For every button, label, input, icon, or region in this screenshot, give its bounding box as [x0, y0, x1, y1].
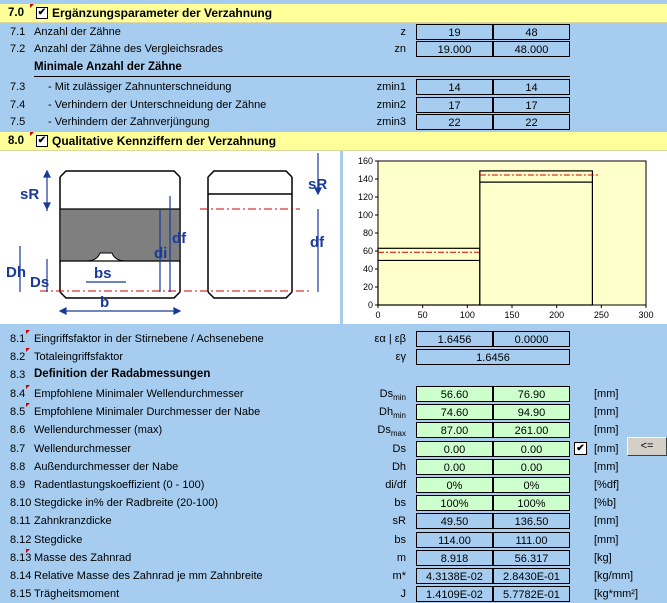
row-symbol: zn: [394, 43, 406, 55]
row-number: 7.2: [10, 43, 26, 55]
value-cell-1[interactable]: 49.50: [416, 513, 493, 529]
row-number: 7.5: [10, 116, 26, 128]
table-row: [0, 421, 667, 439]
table-row: [0, 385, 667, 403]
table-row: [0, 330, 667, 348]
table-row: [0, 40, 667, 58]
value-cell-1[interactable]: 1.4109E-02: [416, 586, 493, 602]
y-tick-label: 20: [362, 282, 373, 292]
copy-button[interactable]: <=: [627, 437, 667, 456]
value-cell-2[interactable]: 0.0000: [493, 331, 570, 347]
row-symbol: zmin1: [376, 81, 406, 93]
value-cell-1[interactable]: 87.00: [416, 422, 493, 438]
value-cell-1[interactable]: 19: [416, 24, 493, 40]
x-tick-label: 100: [459, 310, 475, 320]
gear-diagram: [0, 151, 340, 324]
value-cell-1[interactable]: 4.3138E-02: [416, 568, 493, 584]
subheading-dimensions: Definition der Radabmessungen: [34, 368, 211, 380]
section-7-header: [0, 4, 667, 23]
row-label: Empfohlene Minimaler Wellendurchmesser: [34, 388, 244, 400]
value-cell-1[interactable]: 0.00: [416, 441, 493, 457]
row-number: 7.1: [10, 26, 26, 38]
row-symbol: Dh: [391, 461, 406, 473]
value-cell-1[interactable]: 56.60: [416, 386, 493, 402]
value-cell-1[interactable]: 19.000: [416, 41, 493, 57]
x-tick-label: 50: [417, 310, 428, 320]
row-label: Masse des Zahnrad: [34, 552, 132, 564]
table-row: [0, 96, 667, 114]
row-symbol: $Ds_{max}$: [377, 424, 406, 439]
row-unit: [mm]: [594, 515, 619, 527]
row-symbol: m: [396, 552, 406, 564]
label-b: b: [100, 294, 110, 311]
row-label: Relative Masse des Zahnrad je mm Zahnbreite: [34, 570, 263, 582]
divider: [34, 76, 570, 77]
row-label: Eingriffsfaktor in der Stirnebene / Achsenebene: [34, 333, 264, 345]
row-label: Radentlastungskoeffizient (0 - 100): [34, 479, 205, 491]
row-symbol: bs: [394, 497, 406, 509]
comment-marker-icon: [26, 403, 30, 407]
row-label: Wellendurchmesser (max): [34, 424, 163, 436]
row-symbol: εγ: [395, 351, 406, 363]
row-label: Anzahl der Zähne: [34, 26, 121, 38]
value-cell-1[interactable]: 114.00: [416, 532, 493, 548]
value-cell-1[interactable]: 17: [416, 97, 493, 113]
row-symbol: sR: [392, 515, 406, 527]
label-Dh: Dh: [6, 264, 26, 281]
x-tick-label: 150: [504, 310, 520, 320]
row-number: 8.1: [10, 333, 26, 345]
value-cell-2[interactable]: 100%: [493, 495, 570, 511]
row-unit: [mm]: [594, 534, 619, 546]
row-number: 8.3: [10, 369, 26, 381]
section-8-header: [0, 132, 667, 151]
table-row: [0, 531, 667, 549]
row-symbol: εα | εβ: [374, 333, 406, 345]
value-cell-2[interactable]: 136.50: [493, 513, 570, 529]
comment-marker-icon: [26, 385, 30, 389]
row-number: 7.3: [10, 81, 26, 93]
comment-marker-icon: [26, 348, 30, 352]
value-cell-1[interactable]: 100%: [416, 495, 493, 511]
section-number: 8.0: [8, 135, 24, 147]
y-tick-label: 60: [362, 246, 373, 256]
row-number: 8.12: [10, 534, 32, 546]
bar-outer-1: [480, 171, 593, 305]
row-number: 8.11: [10, 515, 31, 527]
row-number: 7.4: [10, 99, 26, 111]
row-number: 8.14: [10, 570, 32, 582]
gear-diagram-panel: [0, 151, 340, 324]
row-number: 8.9: [10, 479, 26, 491]
y-tick-label: 120: [357, 192, 373, 202]
label-df: df: [172, 230, 187, 247]
row-label: Anzahl der Zähne des Vergleichsrades: [34, 43, 223, 55]
value-cell-2[interactable]: 48.000: [493, 41, 570, 57]
value-cell-1[interactable]: 0%: [416, 477, 493, 493]
value-cell-2[interactable]: 94.90: [493, 404, 570, 420]
row-number: 8.7: [10, 443, 26, 455]
table-row: [0, 567, 667, 585]
row-symbol: m*: [392, 570, 406, 582]
bar-outer-0: [378, 248, 480, 305]
table-row: [0, 458, 667, 476]
x-tick-label: 250: [593, 310, 609, 320]
value-cell-2[interactable]: 5.7782E-01: [493, 586, 570, 602]
y-tick-label: 40: [362, 264, 373, 274]
row-number: 8.4: [10, 388, 26, 400]
row-symbol: zmin3: [376, 116, 406, 128]
label-bs: bs: [94, 265, 112, 282]
row-number: 8.8: [10, 461, 26, 473]
value-cell-1[interactable]: 8.918: [416, 550, 493, 566]
row-label: - Mit zulässiger Zahnunterschneidung: [48, 81, 232, 93]
row-number: 8.6: [10, 424, 26, 436]
row-symbol: J: [400, 588, 406, 600]
table-row: [0, 494, 667, 512]
table-row: [0, 348, 667, 366]
x-tick-label: 200: [549, 310, 565, 320]
rim-chart: [343, 151, 667, 324]
y-tick-label: 0: [367, 300, 373, 310]
comment-marker-icon: [30, 4, 34, 8]
value-cell-total[interactable]: 1.6456: [416, 349, 570, 365]
value-cell-2[interactable]: 0.00: [493, 459, 570, 475]
label-df-right: df: [310, 234, 325, 251]
row-number: 8.5: [10, 406, 26, 418]
row-label: Trägheitsmoment: [34, 588, 120, 600]
row-symbol: Ds: [392, 443, 406, 455]
value-cell-1[interactable]: 1.6456: [416, 331, 493, 347]
row-number: 8.15: [10, 588, 32, 600]
comment-marker-icon: [30, 132, 34, 136]
row-symbol: $Dh_{min}$: [379, 406, 406, 421]
value-cell-2[interactable]: 17: [493, 97, 570, 113]
row-symbol: bs: [394, 534, 406, 546]
row-label: Zahnkranzdicke: [34, 515, 112, 527]
chart-panel: [343, 151, 667, 324]
row-unit: [mm]: [594, 424, 619, 436]
value-cell-2[interactable]: 0.00: [493, 441, 570, 457]
x-tick-label: 300: [638, 310, 654, 320]
y-tick-label: 80: [362, 228, 373, 238]
section-title: Qualitative Kennziffern der Verzahnung: [52, 134, 277, 148]
row-symbol: di/df: [385, 479, 406, 491]
value-cell-2[interactable]: 2.8430E-01: [493, 568, 570, 584]
value-cell-2[interactable]: 56.317: [493, 550, 570, 566]
value-cell-2[interactable]: 0%: [493, 477, 570, 493]
row-number: 8.2: [10, 351, 26, 363]
row-label: Totaleingriffsfaktor: [34, 351, 124, 363]
table-row: [0, 78, 667, 96]
row-unit: [kg]: [594, 552, 612, 564]
table-row: [0, 549, 667, 567]
row-label: - Verhindern der Zahnverjüngung: [48, 116, 210, 128]
y-tick-label: 140: [357, 174, 373, 184]
table-row: [0, 440, 667, 458]
value-cell-1[interactable]: 22: [416, 114, 493, 130]
value-cell-2[interactable]: 48: [493, 24, 570, 40]
value-cell-2[interactable]: 261.00: [493, 422, 570, 438]
value-cell-2[interactable]: 111.00: [493, 532, 570, 548]
value-cell-2[interactable]: 14: [493, 79, 570, 95]
row-label: Wellendurchmesser: [34, 443, 132, 455]
row-unit: [mm]: [594, 443, 619, 455]
row-unit: [kg/mm]: [594, 570, 634, 582]
y-tick-label: 160: [357, 156, 373, 166]
table-row: [0, 476, 667, 494]
row-label: Stegdicke in% der Radbreite (20-100): [34, 497, 219, 509]
value-cell-1[interactable]: 74.60: [416, 404, 493, 420]
label-di: di: [154, 245, 168, 262]
y-tick-label: 100: [357, 210, 373, 220]
table-row: [0, 23, 667, 41]
label-sR: sR: [20, 186, 40, 203]
section-checkbox[interactable]: ✔: [37, 135, 47, 146]
row-unit: [mm]: [594, 461, 619, 473]
row-label: Empfohlene Minimaler Durchmesser der Nabe: [34, 406, 261, 418]
row-symbol: $Ds_{min}$: [379, 388, 406, 403]
label-sR-right: sR: [308, 176, 328, 193]
row-number: 8.10: [10, 497, 32, 509]
row-label: Außendurchmesser der Nabe: [34, 461, 179, 473]
table-row: [0, 403, 667, 421]
table-row: [0, 512, 667, 530]
value-cell-2[interactable]: 22: [493, 114, 570, 130]
row-label: Stegdicke: [34, 534, 83, 546]
row-unit: [kg*mm²]: [594, 588, 638, 600]
row-symbol: z: [400, 26, 406, 38]
table-row: [0, 585, 667, 603]
value-cell-2[interactable]: 76.90: [493, 386, 570, 402]
row-unit: [%df]: [594, 479, 620, 491]
section-title: Ergänzungsparameter der Verzahnung: [52, 6, 273, 20]
row-unit: [%b]: [594, 497, 617, 509]
row-unit: [mm]: [594, 388, 619, 400]
row-label: - Verhindern der Unterschneidung der Zähne: [48, 99, 267, 111]
x-tick-label: 0: [375, 310, 381, 320]
section-checkbox[interactable]: ✔: [37, 7, 47, 18]
value-cell-1[interactable]: 0.00: [416, 459, 493, 475]
value-cell-1[interactable]: 14: [416, 79, 493, 95]
label-Ds: Ds: [30, 274, 50, 291]
table-row: [0, 113, 667, 131]
row-unit: [mm]: [594, 406, 619, 418]
row-symbol: zmin2: [376, 99, 406, 111]
checkbox-8-7[interactable]: ✔: [574, 442, 587, 455]
subheading-min-teeth: Minimale Anzahl der Zähne: [34, 61, 182, 73]
row-number: 8.13: [10, 552, 32, 564]
comment-marker-icon: [26, 549, 30, 553]
comment-marker-icon: [26, 330, 30, 334]
subheading-row: [0, 366, 667, 384]
section-number: 7.0: [8, 7, 24, 19]
